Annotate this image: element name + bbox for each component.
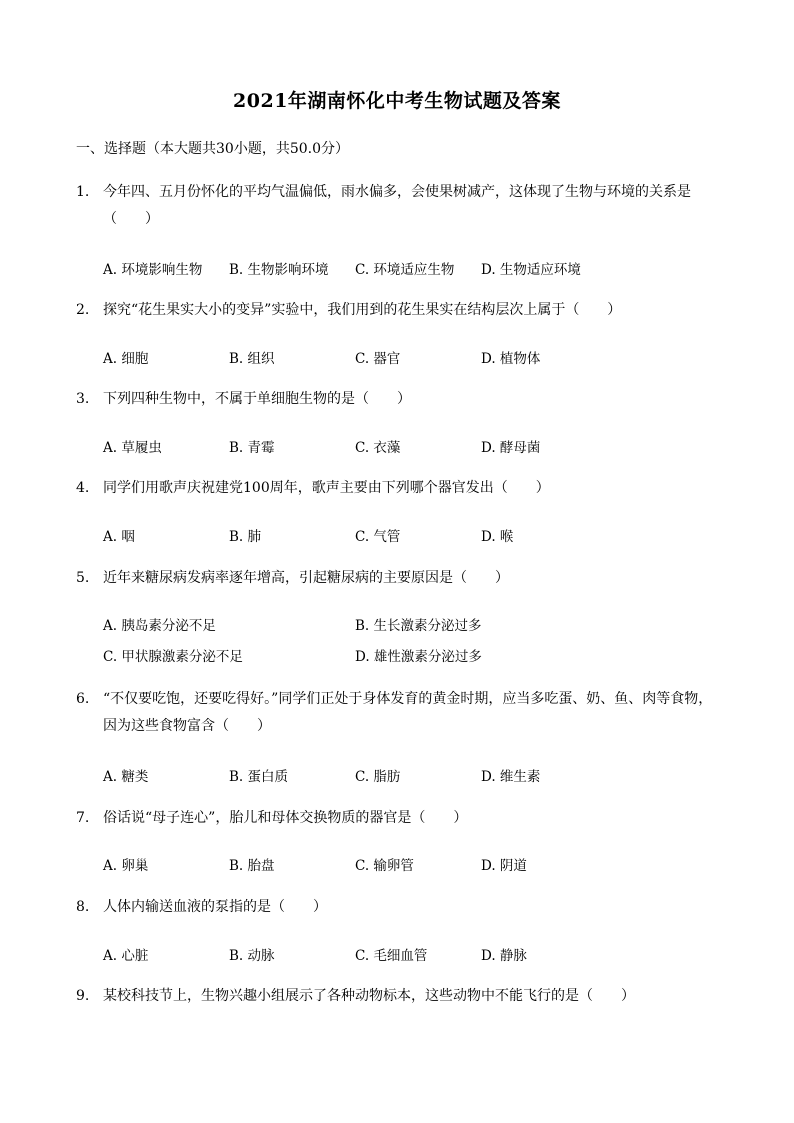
option-b: B. 胎盘 (229, 858, 275, 874)
question-stem: 某校科技节上，生物兴趣小组展示了各种动物标本，这些动物中不能飞行的是（ ） (103, 988, 635, 1004)
question-stem: 同学们用歌声庆祝建党100周年，歌声主要由下列哪个器官发出（ ） (103, 480, 550, 496)
option-c: C. 器官 (355, 351, 401, 367)
option-d: D. 酵母菌 (481, 440, 541, 456)
option-a: A. 咽 (103, 529, 135, 545)
option-b: B. 蛋白质 (229, 769, 289, 785)
option-b: B. 生长激素分泌过多 (355, 618, 482, 634)
question-number: 5. (76, 570, 90, 586)
question-number: 2. (76, 302, 90, 318)
question-stem: 下列四种生物中，不属于单细胞生物的是（ ） (103, 391, 411, 407)
question-number: 7. (76, 810, 90, 826)
option-a: A. 胰岛素分泌不足 (103, 618, 216, 634)
option-c: C. 气管 (355, 529, 401, 545)
question-9 (76, 983, 716, 1010)
option-c: C. 衣藻 (355, 440, 401, 456)
option-a: A. 心脏 (103, 948, 149, 964)
option-b: B. 肺 (229, 529, 262, 545)
question-stem: “不仅要吃饱，还要吃得好。”同学们正处于身体发育的黄金时期，应当多吃蛋、奶、鱼、肉等食物，因为这些食物富含（ ） (103, 691, 713, 734)
option-a: A. 环境影响生物 (103, 262, 203, 278)
option-b: B. 生物影响环境 (229, 262, 329, 278)
question-number: 8. (76, 899, 90, 915)
question-stem: 探究“花生果实大小的变异”实验中，我们用到的花生果实在结构层次上属于（ ） (103, 302, 622, 318)
question-number: 1. (76, 184, 90, 200)
question-3 (76, 386, 716, 413)
question-1 (76, 179, 716, 233)
question-7 (76, 805, 716, 832)
question-2 (76, 297, 716, 324)
question-8 (76, 894, 716, 921)
option-d: D. 阴道 (481, 858, 527, 874)
option-a: A. 草履虫 (103, 440, 162, 456)
section-header: 一、选择题（本大题共30小题，共50.0分） (76, 141, 349, 157)
question-stem: 今年四、五月份怀化的平均气温偏低，雨水偏多，会使果树减产，这体现了生物与环境的关系是（ ） (103, 184, 691, 227)
option-a: A. 细胞 (103, 351, 149, 367)
option-c: C. 甲状腺激素分泌不足 (103, 649, 243, 665)
question-stem: 近年来糖尿病发病率逐年增高，引起糖尿病的主要原因是（ ） (103, 570, 509, 586)
question-5 (76, 565, 716, 592)
question-stem: 俗话说“母子连心”，胎儿和母体交换物质的器官是（ ） (103, 810, 468, 826)
option-d: D. 生物适应环境 (481, 262, 581, 278)
option-a: A. 糖类 (103, 769, 149, 785)
option-c: C. 脂肪 (355, 769, 401, 785)
question-number: 9. (76, 988, 90, 1004)
option-d: D. 静脉 (481, 948, 527, 964)
question-number: 4. (76, 480, 90, 496)
option-b: B. 青霉 (229, 440, 275, 456)
question-number: 3. (76, 391, 90, 407)
question-4 (76, 475, 716, 502)
page-title: 2021年湖南怀化中考生物试题及答案 (233, 90, 561, 112)
option-a: A. 卵巢 (103, 858, 149, 874)
option-d: D. 喉 (481, 529, 514, 545)
question-stem: 人体内输送血液的泵指的是（ ） (103, 899, 327, 915)
option-d: D. 雄性激素分泌过多 (355, 649, 482, 665)
option-d: D. 植物体 (481, 351, 541, 367)
question-number: 6. (76, 691, 90, 707)
option-c: C. 环境适应生物 (355, 262, 455, 278)
question-6 (76, 686, 716, 740)
option-b: B. 组织 (229, 351, 275, 367)
option-b: B. 动脉 (229, 948, 275, 964)
option-c: C. 毛细血管 (355, 948, 428, 964)
option-d: D. 维生素 (481, 769, 541, 785)
option-c: C. 输卵管 (355, 858, 414, 874)
